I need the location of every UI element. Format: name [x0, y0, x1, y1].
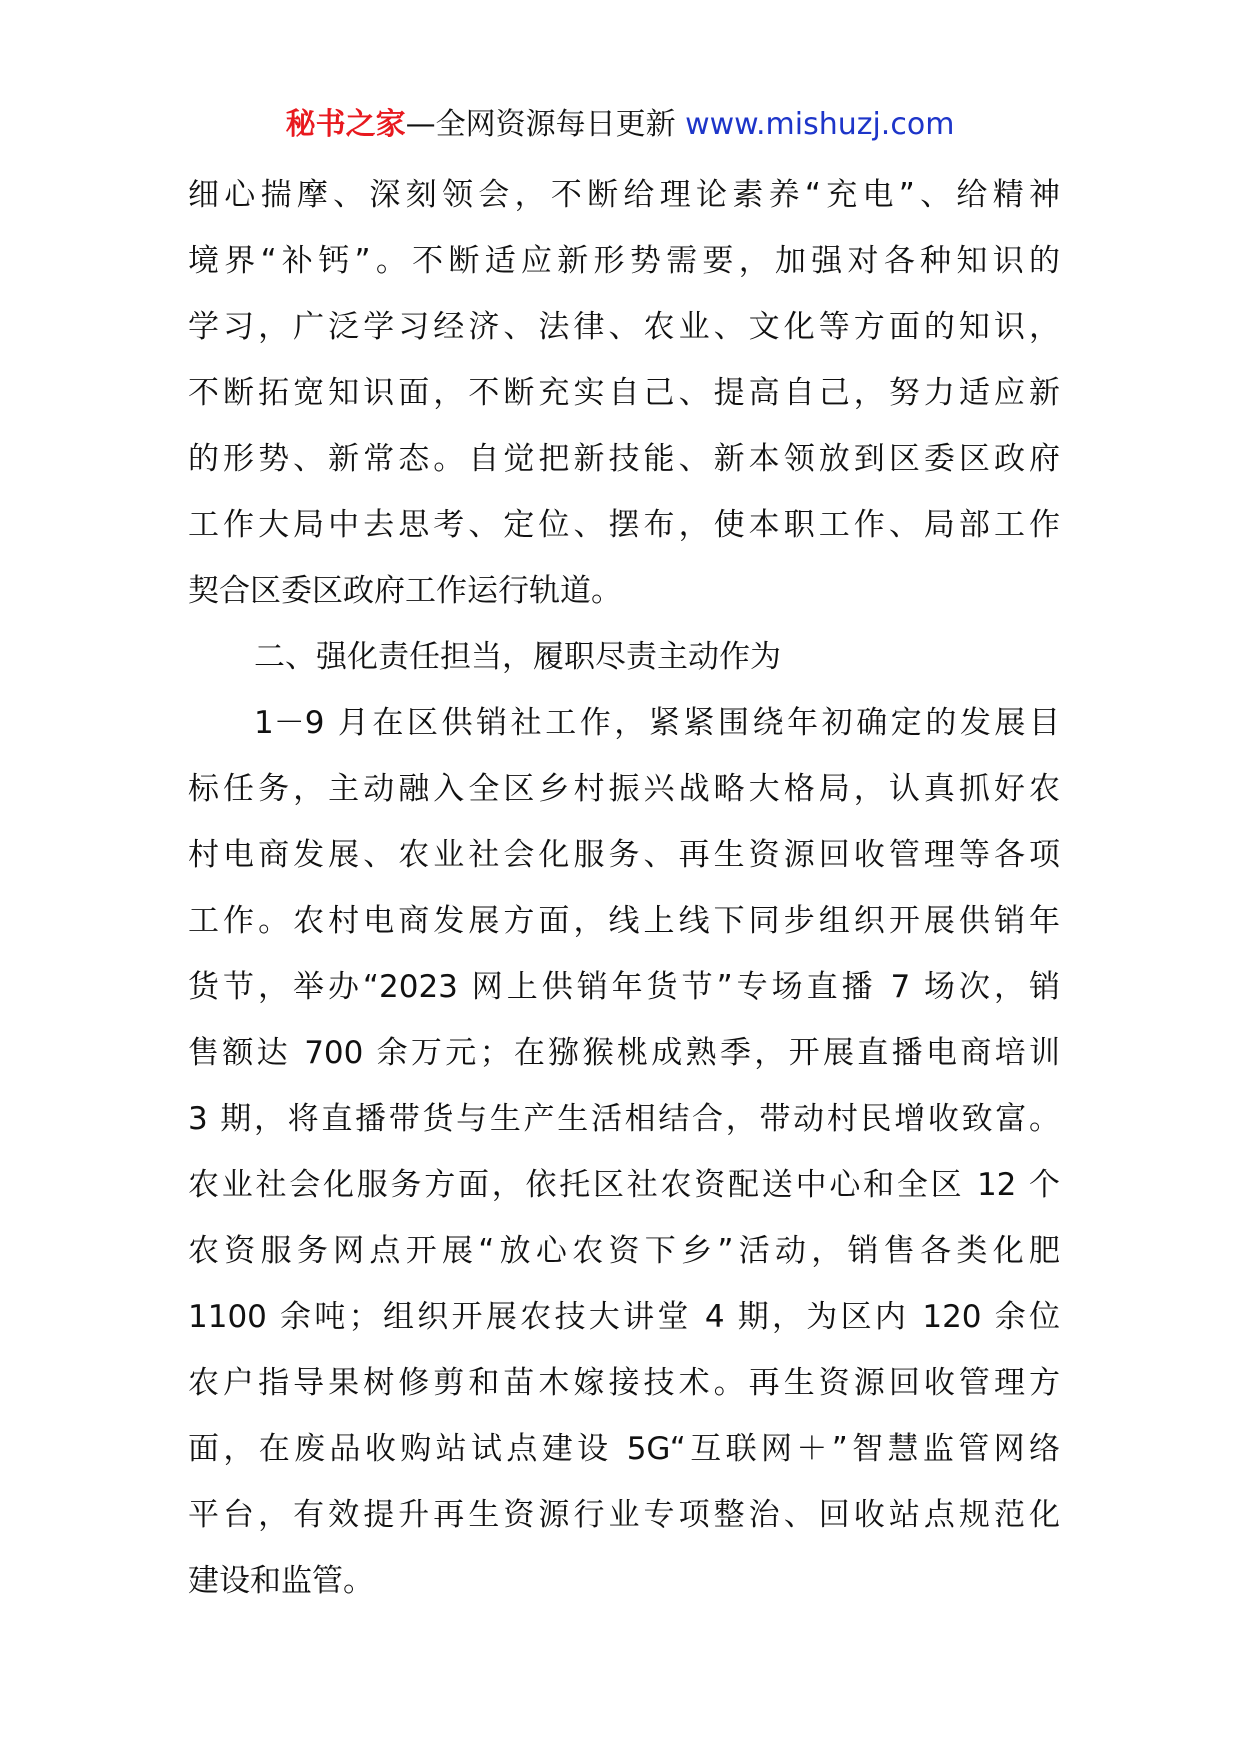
- text-line: 农业社会化服务方面，依托区社农资配送中心和全区 12 个: [188, 1167, 1060, 1203]
- header-tagline: —全网资源每日更新: [405, 107, 676, 142]
- text-line: 1100 余吨；组织开展农技大讲堂 4 期，为区内 120 余位: [188, 1299, 1060, 1335]
- text-line: 农资服务网点开展“放心农资下乡”活动，销售各类化肥: [188, 1233, 1060, 1269]
- text-line: 售额达 700 余万元；在猕猴桃成熟季，开展直播电商培训: [188, 1035, 1060, 1071]
- text-line: 标任务，主动融入全区乡村振兴战略大格局，认真抓好农: [188, 771, 1060, 807]
- text-line: 学习，广泛学习经济、法律、农业、文化等方面的知识，: [188, 309, 1060, 345]
- text-line: 1－9 月在区供销社工作，紧紧围绕年初确定的发展目: [254, 705, 1060, 741]
- text-line: 工作。农村电商发展方面，线上线下同步组织开展供销年: [188, 903, 1060, 939]
- header-brand: 秘书之家: [285, 107, 406, 142]
- page-header: [0, 100, 1240, 150]
- header-site-link[interactable]: www.mishuzj.com: [675, 107, 955, 142]
- text-line: 的形势、新常态。自觉把新技能、新本领放到区委区政府: [188, 441, 1060, 477]
- text-line: 货节，举办“2023 网上供销年货节”专场直播 7 场次，销: [188, 969, 1060, 1005]
- text-line: 境界“补钙”。不断适应新形势需要，加强对各种知识的: [188, 243, 1060, 279]
- text-line: 契合区委区政府工作运行轨道。: [188, 573, 622, 609]
- text-line: 村电商发展、农业社会化服务、再生资源回收管理等各项: [188, 837, 1060, 873]
- document-body: [188, 162, 1060, 1614]
- text-line: 农户指导果树修剪和苗木嫁接技术。再生资源回收管理方: [188, 1365, 1060, 1401]
- text-line: 建设和监管。: [188, 1563, 374, 1599]
- text-line: 平台，有效提升再生资源行业专项整治、回收站点规范化: [188, 1497, 1060, 1533]
- text-line: 3 期，将直播带货与生产生活相结合，带动村民增收致富。: [188, 1101, 1060, 1137]
- text-line: 不断拓宽知识面，不断充实自己、提高自己，努力适应新: [188, 375, 1060, 411]
- text-line: 工作大局中去思考、定位、摆布，使本职工作、局部工作: [188, 507, 1060, 543]
- section-heading: 二、强化责任担当，履职尽责主动作为: [254, 639, 781, 675]
- text-line: 细心揣摩、深刻领会，不断给理论素养“充电”、给精神: [188, 177, 1060, 213]
- text-line: 面，在废品收购站试点建设 5G“互联网＋”智慧监管网络: [188, 1431, 1060, 1467]
